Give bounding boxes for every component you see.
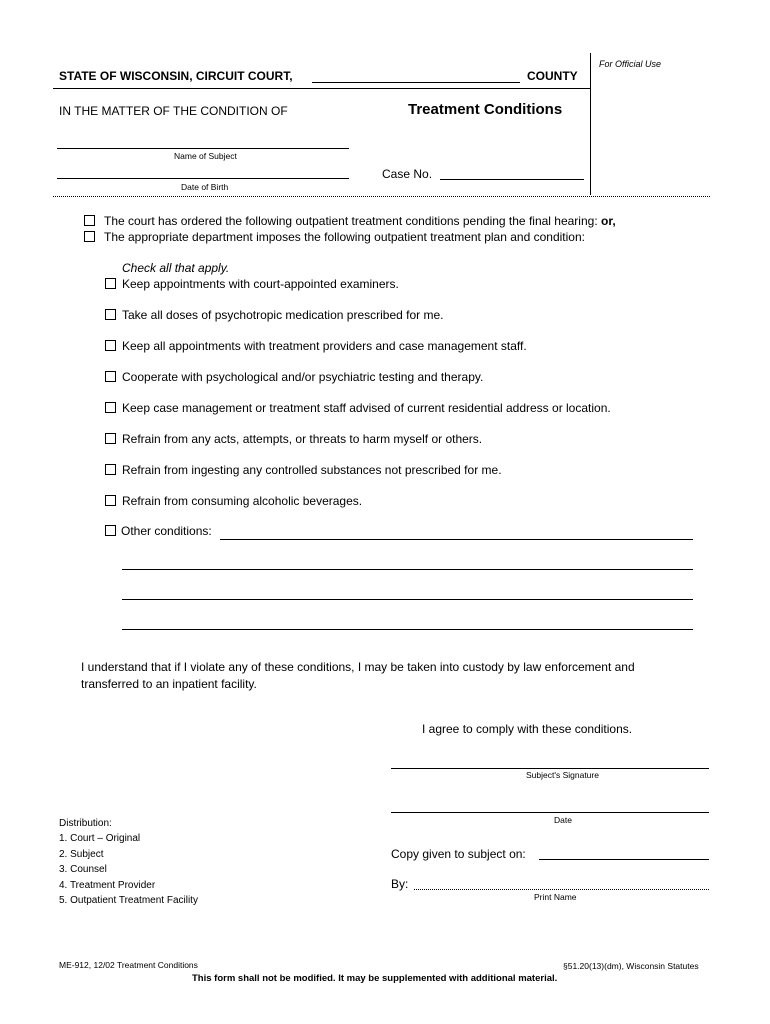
form-id: ME-912, 12/02 Treatment Conditions xyxy=(59,960,198,970)
condition-label: Keep all appointments with treatment providers and case management staff. xyxy=(122,339,527,353)
understand-line-2: transferred to an inpatient facility. xyxy=(81,677,257,691)
case-no-field[interactable] xyxy=(440,179,584,180)
agree-statement: I agree to comply with these conditions. xyxy=(422,722,633,736)
print-name-label: Print Name xyxy=(534,892,577,902)
condition-checkbox[interactable] xyxy=(105,495,116,506)
official-use-divider xyxy=(590,53,591,195)
other-conditions-field[interactable] xyxy=(122,569,693,570)
condition-label: Cooperate with psychological and/or psychiatric testing and therapy. xyxy=(122,370,484,384)
condition-label: Refrain from any acts, attempts, or threats to harm myself or others. xyxy=(122,432,483,446)
official-use-label: For Official Use xyxy=(599,59,662,69)
other-conditions-field[interactable] xyxy=(122,599,693,600)
subject-signature-label: Subject's Signature xyxy=(526,770,599,780)
county-label: COUNTY xyxy=(527,69,578,83)
condition-label: Refrain from ingesting any controlled substances not prescribed for me. xyxy=(122,463,502,477)
other-conditions-label: Other conditions: xyxy=(121,524,212,538)
date-of-birth-field[interactable] xyxy=(57,178,349,179)
court-ordered-option xyxy=(104,214,616,228)
or-text: or, xyxy=(601,214,616,228)
condition-checkbox[interactable] xyxy=(105,433,116,444)
matter-of-label: IN THE MATTER OF THE CONDITION OF xyxy=(59,104,288,118)
distribution-title: Distribution: xyxy=(59,818,112,829)
condition-label: Keep case management or treatment staff advised of current residential address or location. xyxy=(122,401,611,415)
copy-given-date-field[interactable] xyxy=(539,859,709,860)
distribution-item: 1. Court – Original xyxy=(59,833,141,844)
department-option: The appropriate department imposes the following outpatient treatment plan and condition: xyxy=(104,230,585,244)
condition-label: Take all doses of psychotropic medication prescribed for me. xyxy=(122,308,444,322)
header-divider xyxy=(53,196,710,197)
condition-checkbox[interactable] xyxy=(105,402,116,413)
copy-given-label: Copy given to subject on: xyxy=(391,847,526,861)
footer-notice: This form shall not be modified. It may be supplemented with additional material. xyxy=(192,973,558,984)
other-conditions-field[interactable] xyxy=(220,539,693,540)
name-of-subject-label: Name of Subject xyxy=(174,151,237,161)
condition-checkbox[interactable] xyxy=(105,371,116,382)
date-field[interactable] xyxy=(391,812,709,813)
date-label: Date xyxy=(554,815,572,825)
print-name-field[interactable] xyxy=(414,889,709,890)
check-all-instruction: Check all that apply. xyxy=(122,261,230,275)
court-ordered-text: The court has ordered the following outpatient treatment conditions pending the final hearing: xyxy=(104,214,598,228)
court-heading: STATE OF WISCONSIN, CIRCUIT COURT, xyxy=(59,69,293,83)
court-ordered-checkbox[interactable] xyxy=(84,215,95,226)
case-no-label: Case No. xyxy=(382,167,433,181)
subject-name-field[interactable] xyxy=(57,148,349,149)
distribution-item: 2. Subject xyxy=(59,849,104,860)
form-title: Treatment Conditions xyxy=(408,101,563,118)
condition-checkbox[interactable] xyxy=(105,340,116,351)
condition-checkbox[interactable] xyxy=(105,278,116,289)
condition-checkbox[interactable] xyxy=(105,464,116,475)
condition-checkbox[interactable] xyxy=(105,309,116,320)
by-label: By: xyxy=(391,877,409,891)
condition-label: Refrain from consuming alcoholic beverages. xyxy=(122,494,363,508)
date-of-birth-label: Date of Birth xyxy=(181,182,229,192)
distribution-item: 3. Counsel xyxy=(59,864,107,875)
statute-reference: §51.20(13)(dm), Wisconsin Statutes xyxy=(563,961,699,971)
understand-line-1: I understand that if I violate any of these conditions, I may be taken into custody by law enforcement and xyxy=(81,660,635,674)
subject-signature-field[interactable] xyxy=(391,768,709,769)
other-conditions-checkbox[interactable] xyxy=(105,525,116,536)
condition-label: Keep appointments with court-appointed examiners. xyxy=(122,277,399,291)
distribution-item: 5. Outpatient Treatment Facility xyxy=(59,895,198,906)
other-conditions-field[interactable] xyxy=(122,629,693,630)
distribution-item: 4. Treatment Provider xyxy=(59,880,156,891)
county-field[interactable] xyxy=(312,82,520,83)
header-rule xyxy=(53,88,590,89)
department-checkbox[interactable] xyxy=(84,231,95,242)
